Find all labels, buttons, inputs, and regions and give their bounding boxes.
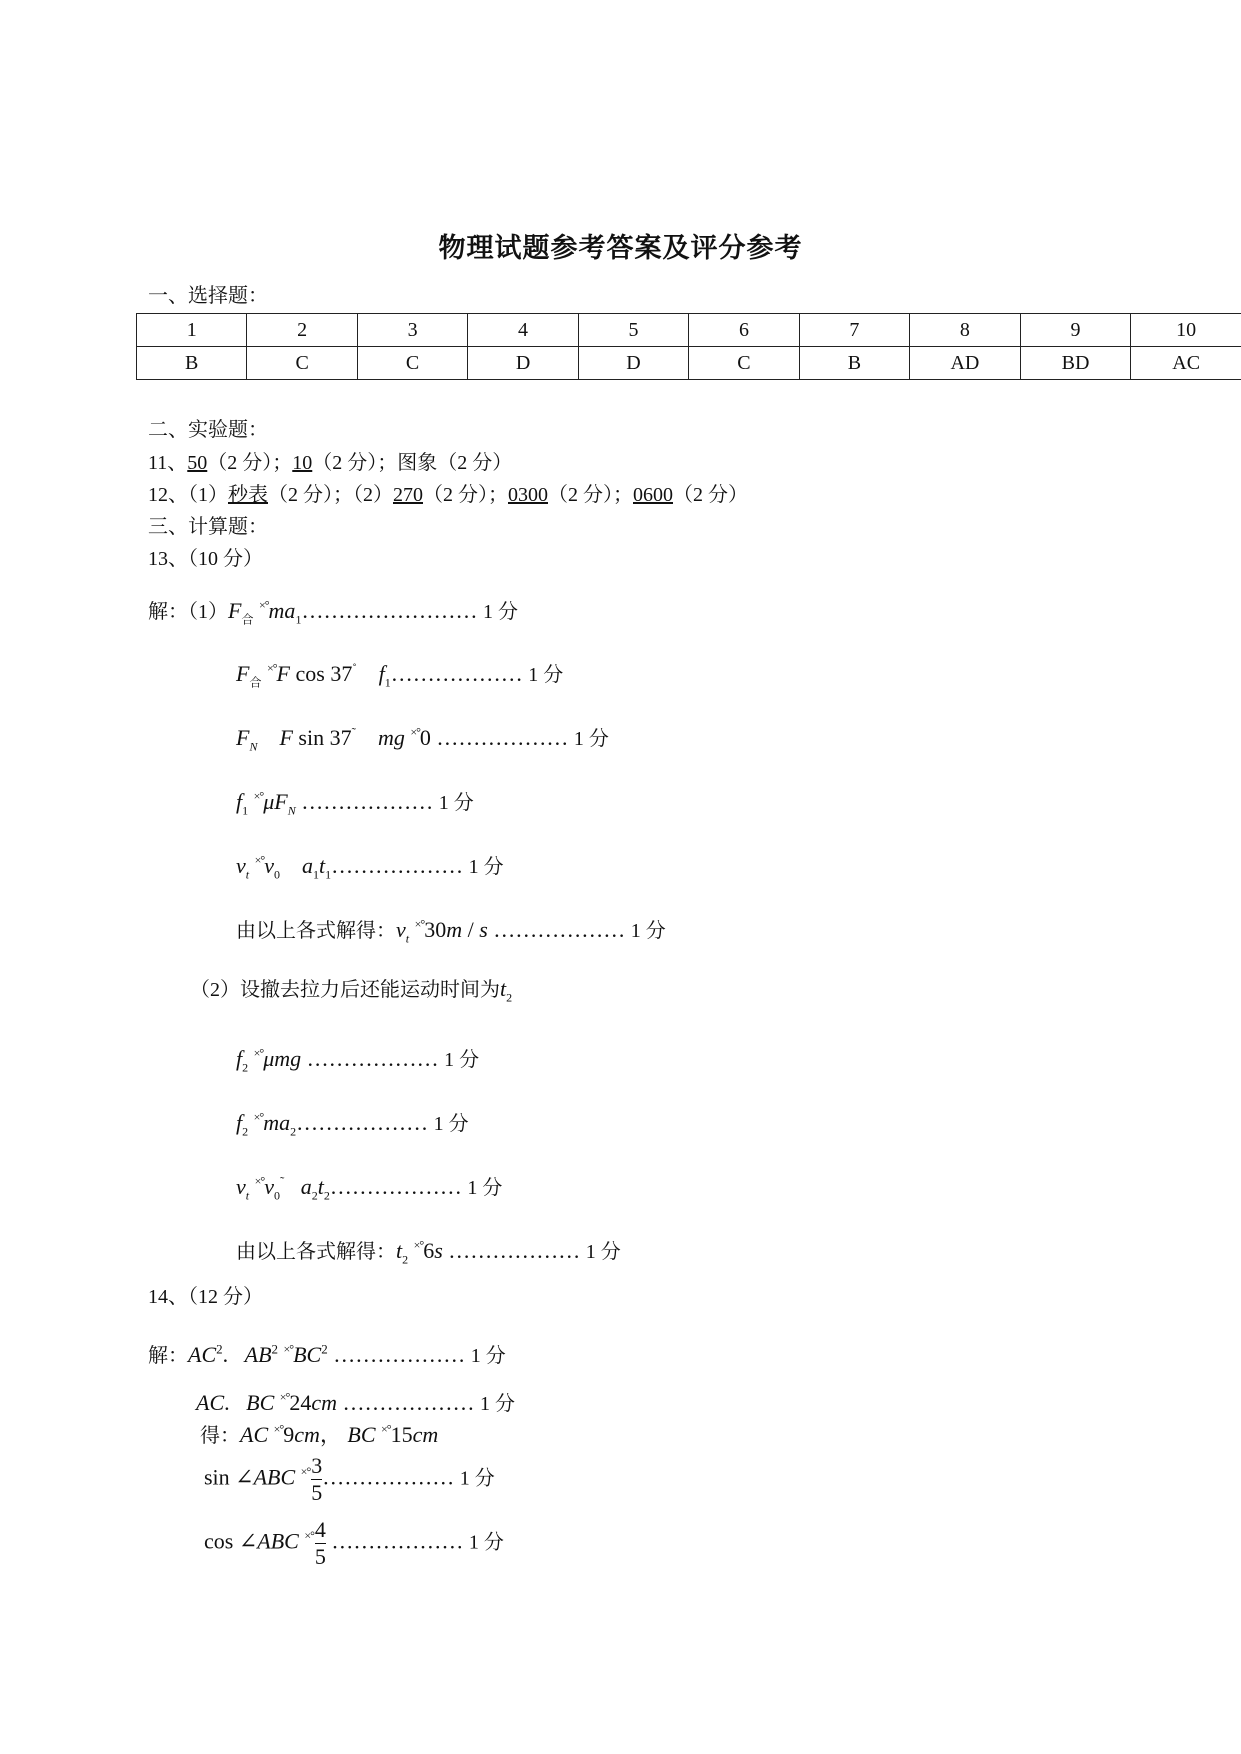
table-cell: C [689, 347, 799, 380]
table-cell: 8 [910, 314, 1021, 347]
q14-jie: 解： [148, 1345, 188, 1367]
table-cell: BD [1020, 347, 1131, 380]
q13-heading: 13、（10 分） [148, 548, 263, 570]
q12-prefix: 12、（1） [148, 484, 228, 506]
de-label: 得： [200, 1425, 240, 1447]
q14-result: 得：AC ×°9cm， BC ×°15cm [200, 1422, 439, 1447]
q13-jie: 解：（1） [148, 601, 228, 623]
fraction: $\frac{4}{5}$ [314, 1517, 326, 1569]
table-row-answers [137, 347, 1241, 380]
score-label: 1 分 [433, 1113, 469, 1135]
table-cell: 6 [689, 314, 799, 347]
derive-label: 由以上各式解得： [236, 1241, 396, 1263]
q12-blank-4: 0600 [633, 484, 673, 506]
table-cell: C [357, 347, 467, 380]
table-cell: 5 [578, 314, 688, 347]
score-label: 1 分 [438, 792, 474, 814]
score-label: 1 分 [468, 856, 504, 878]
q13-eq-7: $f_2$ $^{\times^\circ}ma_2\dots\dots\dots\dots\dots\dots$ 1 分 [236, 1110, 469, 1139]
q12-score-3: （2 分）； [548, 484, 633, 506]
table-row-numbers [137, 314, 1241, 347]
q12-blank-3: 0300 [508, 484, 548, 506]
q11-blank-2: 10 [292, 452, 313, 474]
q11-prefix: 11、 [148, 452, 188, 474]
table-cell: 10 [1131, 314, 1241, 347]
table-cell: D [468, 347, 578, 380]
score-label: 1 分 [630, 920, 666, 942]
table-cell: AC [1131, 347, 1241, 380]
derive-label: 由以上各式解得： [236, 920, 396, 942]
q13-eq-8: $v_t$ $^{\times^\circ}v_0^˜$ $a_2t_2\dots\dots\dots\dots\dots\dots$ 1 分 [236, 1173, 503, 1203]
score-label: 1 分 [467, 1177, 503, 1199]
part2-intro-text: （2）设撤去拉力后还能运动时间为 [190, 979, 500, 1001]
score-label: 1 分 [459, 1467, 495, 1490]
q13-eq-3: $F_N$ F sin 37˜ mg ×°0 ……………… 1 分 [236, 724, 609, 754]
score-label: 1 分 [528, 664, 564, 686]
q14-eq-3: sin ∠ABC ×° $\frac{3}{5}$ ……………… 1 分 [204, 1453, 495, 1505]
table-cell: 2 [247, 314, 357, 347]
q12-answer [148, 483, 748, 507]
q12-score-4: （2 分） [673, 484, 748, 506]
table-cell: B [137, 347, 247, 380]
q13-eq-1: 解：$(1)F_合$ $^{\times^\circ}ma_1\dots\dots\dots\dots\dots\dots\dots\dots$ 1 分 [148, 598, 518, 627]
table-cell: B [799, 347, 909, 380]
q11-score-1: （2 分）； [207, 452, 293, 474]
q13-eq-6: $f_2$ ×°μmg ……………… 1 分 [236, 1046, 480, 1075]
table-cell: 3 [357, 314, 467, 347]
q12-score-1: （2 分）；（2） [268, 484, 393, 506]
q14-heading: 14、（12 分） [148, 1286, 263, 1308]
score-label: 1 分 [470, 1345, 506, 1367]
score-label: 1 分 [479, 1393, 515, 1415]
page-title: 物理试题参考答案及评分参考 [438, 233, 803, 263]
table-cell: AD [910, 347, 1021, 380]
q12-blank-1: 秒表 [228, 484, 268, 506]
score-label: 1 分 [482, 601, 518, 623]
score-label: 1 分 [585, 1241, 621, 1263]
table-cell: 1 [137, 314, 247, 347]
table-cell: D [578, 347, 688, 380]
table-cell: C [247, 347, 357, 380]
q14-eq-1: 解：$AC^2$. $AB^2$ $^{\times^\circ}BC^2$ ……………… 1 分 [148, 1341, 506, 1367]
q13-result-1: 由以上各式解得：$v_t$ ×°30m / s ……………… 1 分 [236, 917, 666, 946]
q12-blank-2: 270 [393, 484, 423, 506]
q13-eq-2: $F_合$ ×°F cos 37˚ $f_1\dots\dots\dots\dots\dots\dots$ 1 分 [236, 660, 564, 690]
score-label: 1 分 [573, 728, 609, 750]
q14-eq-4: cos ∠ABC ×° $\frac{4}{5}$ ……………… 1 分 [204, 1517, 504, 1569]
q11-answer [148, 451, 512, 475]
table-cell: 9 [1020, 314, 1131, 347]
q13-eq-5: $v_t$ $^{\times^\circ}v_0$ $a_1t_1\dots\dots\dots\dots\dots\dots$ 1 分 [236, 853, 504, 882]
q13-part2-intro: （2）设撤去拉力后还能运动时间为$t_2$ [190, 976, 513, 1005]
q13-result-2: 由以上各式解得：$t_2$ ×°6s ……………… 1 分 [236, 1238, 621, 1267]
score-label: 1 分 [444, 1049, 480, 1071]
fraction: $\frac{3}{5}$ [311, 1453, 323, 1505]
q11-blank-1: 50 [187, 452, 208, 474]
q14-eq-2: AC. BC ×°24cm ……………… 1 分 [196, 1390, 515, 1415]
section-heading-calculation: 三、计算题： [148, 516, 268, 538]
table-cell: 4 [468, 314, 578, 347]
q11-score-2: （2 分）；图象（2 分） [312, 452, 513, 474]
q12-score-2: （2 分）； [423, 484, 508, 506]
section-heading-experiment: 二、实验题： [148, 419, 268, 441]
section-heading-choice: 一、选择题： [148, 285, 268, 307]
score-label: 1 分 [468, 1531, 504, 1554]
table-cell: 7 [799, 314, 909, 347]
answer-table [136, 313, 1241, 380]
q13-eq-4: $f_1$ $^{\times^\circ}\mu F_N$ ……………… 1 分 [236, 789, 474, 818]
